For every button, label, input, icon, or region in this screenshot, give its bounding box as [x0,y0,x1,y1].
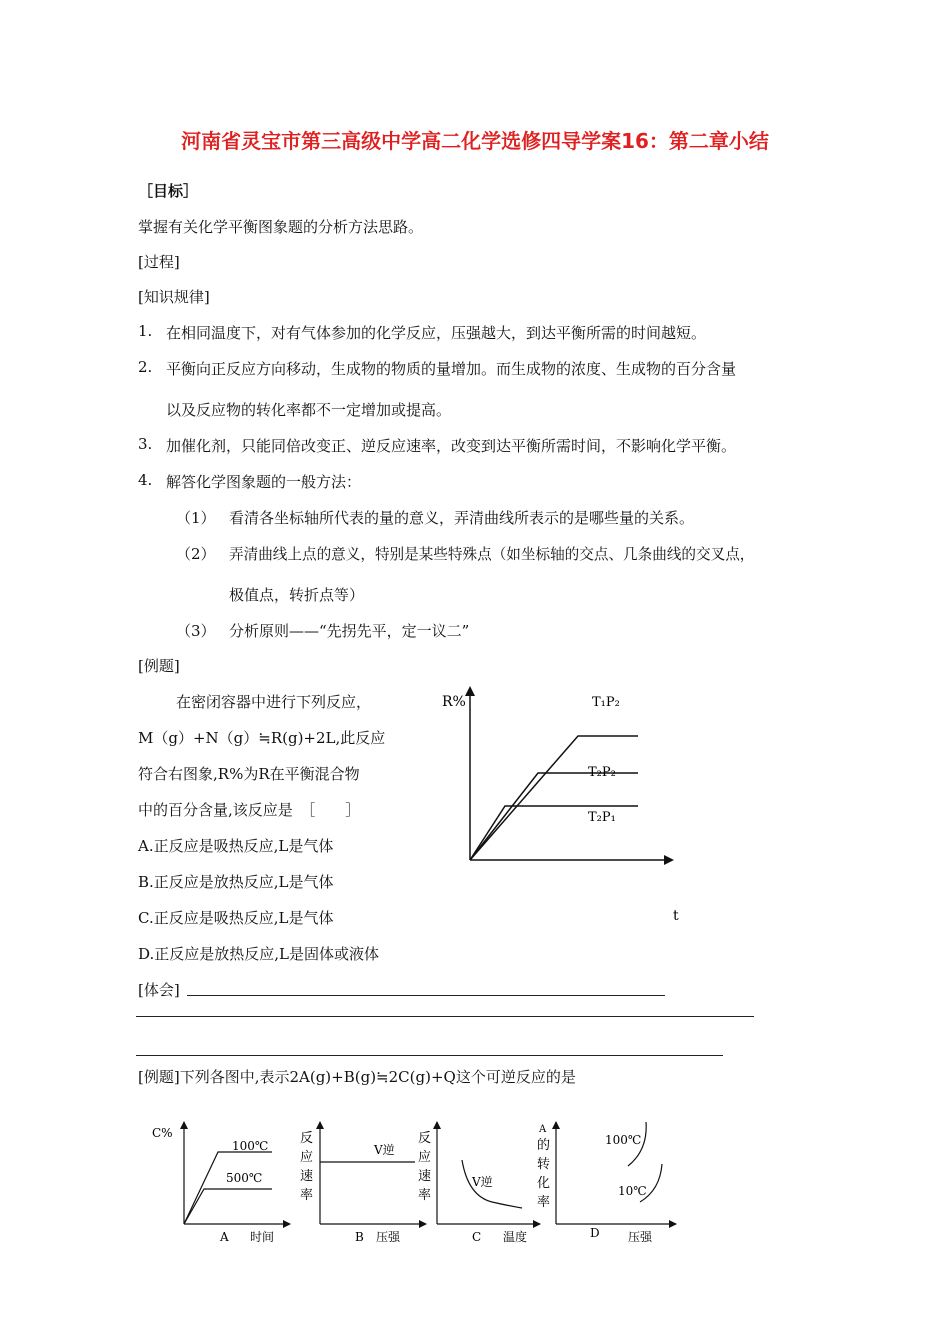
page-title: 河南省灵宝市第三高级中学高二化学选修四导学案16：第二章小结 [181,129,769,153]
example-line: 在密闭容器中进行下列反应， [176,693,372,711]
curve-label: 100℃ [605,1133,642,1147]
goal-heading: ［目标］ [138,182,199,200]
method-text: 看清各坐标轴所代表的量的意义，弄清曲线所表示的是哪些量的关系。 [229,509,695,527]
svg-text:应: 应 [418,1150,432,1165]
method-text: 分析原则——“先拐先平，定一议二” [229,622,470,640]
svg-text:率: 率 [537,1195,551,1210]
chart-b [300,1122,426,1244]
curve-label: 500℃ [226,1171,263,1185]
svg-text:速: 速 [300,1169,314,1184]
curve-label: T₂P₂ [588,765,616,780]
method-text-continued: 极值点，转折点等） [229,586,365,604]
chart-letter: C [472,1230,482,1244]
rule-text-continued: 以及反应物的转化率都不一定增加或提高。 [166,401,452,419]
curve-label: V逆 [472,1175,493,1189]
svg-text:反: 反 [418,1131,432,1146]
goal-text: 掌握有关化学平衡图象题的分析方法思路。 [138,218,424,236]
rule-text: 平衡向正反应方向移动，生成物的物质的量增加。而生成物的浓度、生成物的百分含量 [166,360,737,378]
x-axis-label: 压强 [376,1230,401,1244]
option-a: A.正反应是吸热反应,L是气体 [138,837,334,855]
chart-a [152,1122,290,1244]
example-line: 中的百分含量,该反应是 ［ ］ [138,801,361,819]
reflection-label: [体会] [138,981,180,999]
example2-text: [例题]下列各图中,表示2A(g)+B(g)≒2C(g)+Q这个可逆反应的是 [138,1068,576,1086]
answer-line [136,1016,754,1017]
answer-line [136,1055,723,1056]
svg-text:的: 的 [537,1138,551,1153]
svg-text:速: 速 [418,1169,432,1184]
chart-letter: A [220,1230,229,1244]
svg-text:反: 反 [300,1131,314,1146]
x-axis-label: 温度 [503,1230,528,1244]
svg-text:转: 转 [537,1157,551,1172]
example-line: 符合右图象,R%为R在平衡混合物 [138,765,360,783]
method-text: 弄清曲线上点的意义，特别是某些特殊点（如坐标轴的交点、几条曲线的交叉点， [229,546,755,563]
option-charts [140,1110,680,1255]
method-number: （2） [176,545,216,563]
rule-number: 4. [138,471,153,489]
curve-label: V逆 [374,1143,395,1157]
x-axis-label: 时间 [250,1230,275,1244]
chart-letter: B [355,1230,364,1244]
y-axis-label: C% [152,1126,173,1140]
svg-text:率: 率 [300,1188,314,1203]
rules-heading: [知识规律] [138,288,210,306]
curve-label: 10℃ [618,1184,647,1198]
answer-line [187,995,665,996]
curve-100c [184,1152,272,1224]
x-axis-label: 压强 [628,1230,653,1244]
curve-500c [184,1189,272,1224]
y-axis-label: R% [442,694,466,710]
method-number: （1） [176,509,216,527]
rule-number: 1. [138,322,153,340]
chart-letter: D [590,1226,600,1240]
curve-label: T₁P₂ [592,695,620,710]
chart-c [418,1122,540,1244]
option-c: C.正反应是吸热反应,L是气体 [138,909,334,927]
option-d: D.正反应是放热反应,L是固体或液体 [138,945,379,963]
curve-label: 100℃ [232,1139,269,1153]
curve-t1p2 [470,736,638,860]
process-heading: [过程] [138,253,180,271]
example-heading: [例题] [138,657,180,675]
svg-text:化: 化 [537,1176,551,1191]
r-percent-time-chart [430,680,690,930]
curve-label: T₂P₁ [588,810,616,825]
svg-text:率: 率 [418,1188,432,1203]
example-line: M（g）+N（g）≒R(g)+2L,此反应 [138,729,386,747]
svg-text:应: 应 [300,1150,314,1165]
rule-text: 解答化学图象题的一般方法： [166,473,362,491]
svg-text:A: A [539,1124,547,1135]
rule-number: 2. [138,358,153,376]
rule-text: 在相同温度下，对有气体参加的化学反应，压强越大，到达平衡所需的时间越短。 [166,324,707,342]
method-number: （3） [176,622,216,640]
option-b: B.正反应是放热反应,L是气体 [138,873,334,891]
x-axis-label: t [673,908,679,924]
rule-text: 加催化剂，只能同倍改变正、逆反应速率，改变到达平衡所需时间，不影响化学平衡。 [166,437,737,455]
chart-d [537,1122,676,1244]
rule-number: 3. [138,435,153,453]
